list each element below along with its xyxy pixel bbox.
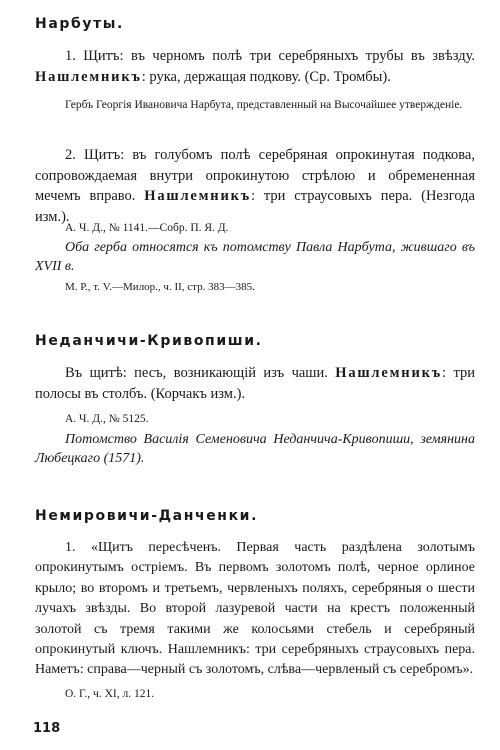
paragraph-text: : три полосы въ столбъ. (Корчакъ изм.). [35, 365, 475, 402]
keyword-nashlemnik: Нашлемникъ [144, 188, 252, 204]
note-nemirovichi-1: О. Г., ч. XI, л. 121. [65, 688, 155, 700]
section-heading-nemirovichi: Немировичи-Данченки. [35, 508, 259, 524]
section-heading-nedanchichi: Неданчичи-Кривопиши. [35, 333, 263, 349]
page-number: 118 [33, 721, 61, 736]
italic-note-nedanchichi: Потомство Василія Семеновича Неданчича-Кривопиши, земянина Любецкаго (1571). [35, 432, 475, 466]
note-nedanchichi-1: А. Ч. Д., № 5125. [65, 413, 149, 425]
note-narbuty-2: А. Ч. Д., № 1141.—Собр. П. Я. Д. [65, 222, 229, 234]
paragraph-nedanchichi-1 [35, 363, 475, 404]
keyword-nashlemnik: Нашлемникъ [35, 68, 142, 85]
paragraph-narbuty-2 [35, 145, 475, 227]
paragraph-text: 1. Щитъ: въ черномъ полѣ три серебряныхъ трубы въ звѣзду. [65, 48, 475, 64]
paragraph-text: : рука, держащая подкову. (Ср. Тромбы). [141, 68, 391, 85]
section-heading-narbuty: Нарбуты. [35, 16, 124, 32]
source-narbuty: М. Р., т. V.—Милор., ч. II, стр. 383—385. [65, 281, 255, 293]
paragraph-narbuty-1 [35, 46, 475, 87]
note-narbuty-1: Гербъ Георгія Ивановича Нарбута, представленный на Высочайшее утвержденіе. [65, 99, 463, 111]
paragraph-nemirovichi-1: 1. «Щитъ пересѣченъ. Первая часть раздѣлена золотымъ опрокинутымъ остріемъ. Въ первомъ золотомъ полѣ, черное орлиное крыло; во второмъ и третьемъ, червленыхъ поляхъ, серебряныя о шести лучахъ звѣзды. Во второй лазуревой части на крестъ положенный золотой съ тремя такими же колосьями стебель и серебряный опрокинутый ключъ. Нашлемникъ: три серебряныхъ страусовыхъ пера. Наметъ: справа—черный съ золотомъ, слѣва—червленый съ серебромъ». [35, 540, 475, 678]
paragraph-text: Въ щитѣ: песъ, возникающій изъ чаши. [65, 365, 336, 381]
keyword-nashlemnik: Нашлемникъ [335, 365, 443, 381]
paragraph-text: : три страусовыхъ пера. (Незгода изм.). [35, 188, 475, 225]
paragraph-text: 2. Щитъ: въ голубомъ полѣ серебряная опрокинутая подкова, сопровождаемая внутри опрокинутою стрѣлою и обремененная мечемъ вправо. [35, 147, 475, 204]
italic-note-narbuty: Оба герба относятся къ потомству Павла Нарбута, жившаго въ XVII в. [35, 240, 475, 274]
